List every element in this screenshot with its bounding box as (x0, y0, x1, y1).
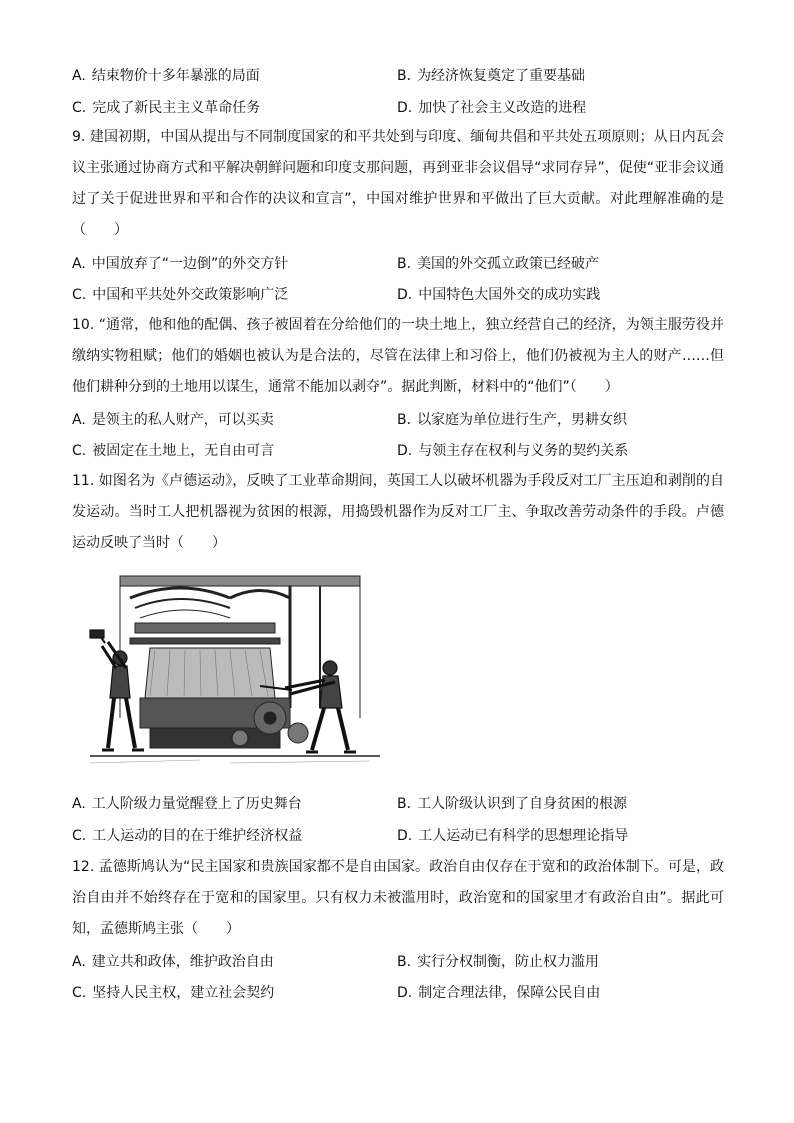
q11-option-b[interactable]: B. 工人阶级认识到了自身贫困的根源 (397, 796, 628, 812)
q12-option-c[interactable]: C. 坚持人民主权，建立社会契约 (72, 985, 275, 1001)
q10-option-a[interactable]: A. 是领主的私人财产，可以买卖 (72, 412, 274, 428)
q8-options-row-2 (72, 98, 732, 118)
q11-option-a[interactable]: A. 工人阶级力量觉醒登上了历史舞台 (72, 796, 302, 812)
q12-stem: 12. 孟德斯鸠认为“民主国家和贵族国家都不是自由国家。政治自由仅存在于宽和的政治体制下。可是，政治自由并不始终存在于宽和的国家里。只有权力未被滥用时，政治宽和的国家里才有政治自由”。据此可知，孟德斯鸠主张（ ） (72, 859, 724, 937)
q9-option-a[interactable]: A. 中国放弃了“一边倒”的外交方针 (72, 256, 289, 272)
q10-options-row-1 (72, 410, 732, 430)
q11-option-d[interactable]: D. 工人运动已有科学的思想理论指导 (397, 828, 629, 844)
q8-option-d[interactable]: D. 加快了社会主义改造的进程 (397, 100, 587, 116)
q8-options-row-1 (72, 66, 732, 86)
q9-option-d[interactable]: D. 中国特色大国外交的成功实践 (397, 287, 601, 303)
q9-options-row-2 (72, 285, 732, 305)
q12-option-b[interactable]: B. 实行分权制衡，防止权力滥用 (397, 954, 600, 970)
q9-option-b[interactable]: B. 美国的外交孤立政策已经破产 (397, 256, 600, 272)
q8-option-b[interactable]: B. 为经济恢复奠定了重要基础 (397, 68, 586, 84)
luddite-movement-illustration (80, 568, 382, 771)
q8-option-a[interactable]: A. 结束物价十多年暴涨的局面 (72, 68, 260, 84)
q11-options-row-2 (72, 826, 732, 846)
q12-options-row-2 (72, 983, 732, 1003)
q11-option-c[interactable]: C. 工人运动的目的在于维护经济权益 (72, 828, 303, 844)
q10-option-b[interactable]: B. 以家庭为单位进行生产，男耕女织 (397, 412, 628, 428)
q10-options-row-2 (72, 441, 732, 461)
q9-stem: 9. 建国初期，中国从提出与不同制度国家的和平共处到与印度、缅甸共倡和平共处五项原则；从日内瓦会议主张通过协商方式和平解决朝鲜问题和印度支那问题，再到亚非会议倡导“求同存异”，促使“亚非会议通过了关于促进世界和平和合作的决议和宣言”，中国对维护世界和平做出了巨大贡献。对此理解准确的是（ ） (72, 129, 724, 238)
q10-option-d[interactable]: D. 与领主存在权利与义务的契约关系 (397, 443, 629, 459)
q12-option-a[interactable]: A. 建立共和政体，维护政治自由 (72, 954, 274, 970)
q12-options-row-1 (72, 952, 732, 972)
loom-engraving (80, 568, 382, 771)
q10-stem: 10. “通常，他和他的配偶、孩子被固着在分给他们的一块土地上，独立经营自己的经济，为领主服劳役并缴纳实物租赋；他们的婚姻也被认为是合法的，尽管在法律上和习俗上，他们仍被视为主人的财产……但他们耕种分到的土地用以谋生，通常不能加以剥夺”。据此判断，材料中的“他们”（ ） (72, 317, 724, 395)
q11-stem: 11. 如图名为《卢德运动》，反映了工业革命期间，英国工人以破坏机器为手段反对工厂主压迫和剥削的自发运动。当时工人把机器视为贫困的根源，用捣毁机器作为反对工厂主、争取改善劳动条件的手段。卢德运动反映了当时（ ） (72, 473, 724, 551)
q12-option-d[interactable]: D. 制定合理法律，保障公民自由 (397, 985, 601, 1001)
q8-option-c[interactable]: C. 完成了新民主主义革命任务 (72, 100, 261, 116)
q11-options-row-1 (72, 794, 732, 814)
q9-options-row-1 (72, 254, 732, 274)
q10-option-c[interactable]: C. 被固定在土地上，无自由可言 (72, 443, 275, 459)
q9-option-c[interactable]: C. 中国和平共处外交政策影响广泛 (72, 287, 289, 303)
